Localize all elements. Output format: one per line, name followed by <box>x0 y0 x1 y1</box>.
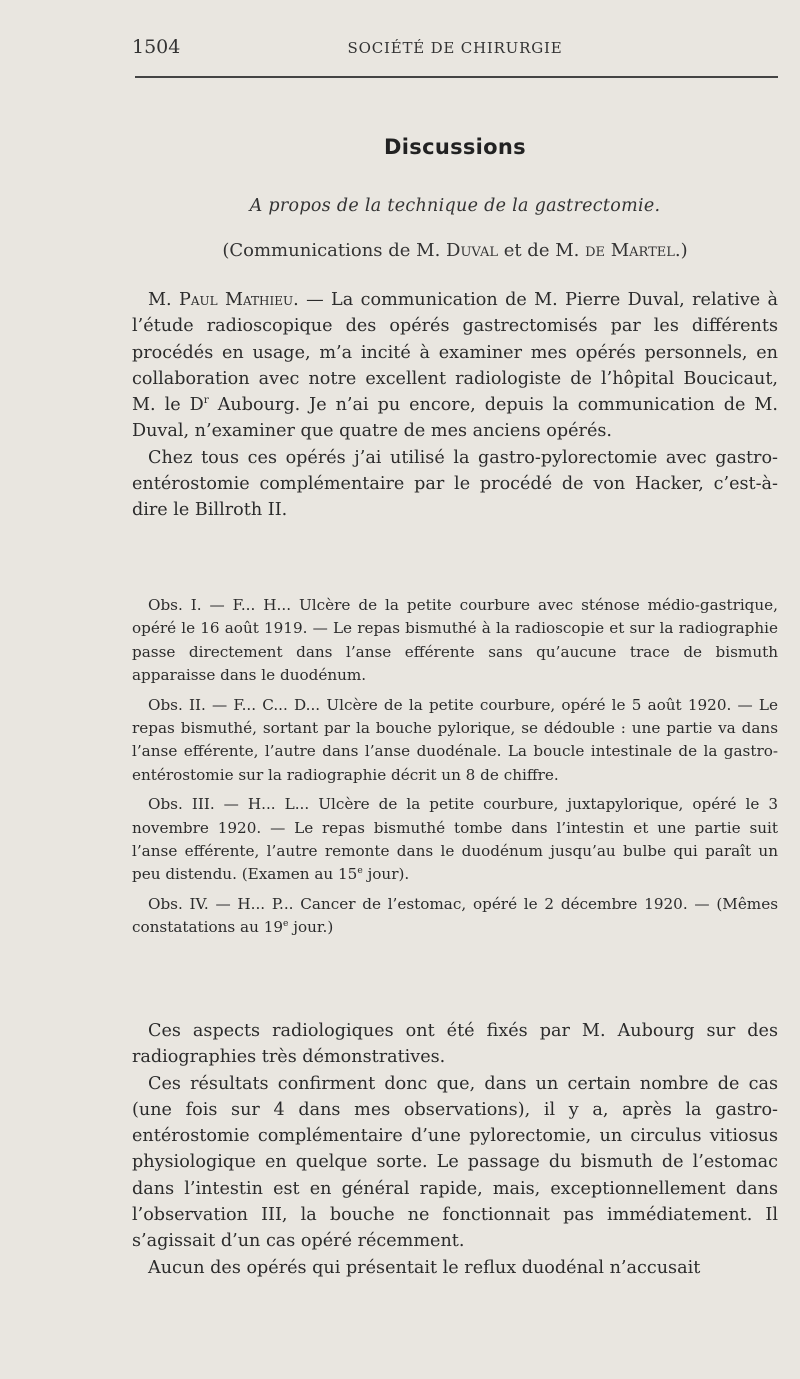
paragraph-3: Ces aspects radiologiques ont été fixés par M. Aubourg sur des radiographies très démonstratives. <box>132 1021 778 1068</box>
observation-4-end: jour.) <box>288 918 334 937</box>
author-duval: Duval <box>446 240 498 261</box>
observation-4-superscript: e <box>283 919 289 930</box>
paragraph-2: Chez tous ces opérés j’ai utilisé la gastro-pylorectomie avec gastro-entérostomie complémentaire par le procédé de von Hacker, c’est-à-dire le Billroth II. <box>132 447 778 521</box>
author-de-martel: de Martel <box>585 240 675 261</box>
speaker-name: Paul Mathieu <box>179 290 294 310</box>
observation-3-end: jour). <box>362 865 410 884</box>
observation-4-text: Obs. IV. — H... P... Cancer de l’estomac, opéré le 2 décembre 1920. — (Mêmes constatations au 19 <box>132 894 778 937</box>
observation-3-superscript: e <box>357 866 363 877</box>
observations-block <box>132 594 778 946</box>
intro-superscript: r <box>203 394 209 407</box>
header-rule <box>135 76 778 78</box>
communications-suffix: .) <box>674 240 688 261</box>
discussion-subtitle: A propos de la technique de la gastrectomie. <box>249 196 661 216</box>
communications-line <box>130 240 780 261</box>
observation-4 <box>132 893 778 940</box>
observation-3-text: Obs. III. — H... L... Ulcère de la petite courbure, juxtapylorique, opéré le 3 novembre 1920. — Le repas bismuthé tombe dans l’intestin et une partie suit l’anse efférente, l’autre remonte dans le duodénum jusqu’au bulbe qui paraît un peu distendu. (Examen au 15 <box>132 795 778 884</box>
paragraph-5: Aucun des opérés qui présentait le reflux duodénal n’accusait <box>148 1257 701 1278</box>
observation-2: Obs. II. — F... C... D... Ulcère de la petite courbure, opéré le 5 août 1920. — Le repas bismuthé, sortant par la bouche pylorique, se dédouble : une partie va dans l’anse efférente, l’autre dans l’anse duodénale. La boucle intestinale de la gastro-entérostomie sur la radiographie décrit un 8 de chiffre. <box>132 695 778 784</box>
main-text-bottom <box>132 1018 778 1281</box>
intro-text: . — La communication de M. Pierre Duval, relative à l’étude radioscopique des opérés gastrectomisés par les différents procédés en usage, m’a incité à examiner mes opérés personnels, en collaboration avec notre excellent radiologiste de l’hôpital Boucicaut, M. le D <box>132 290 778 416</box>
communications-prefix: (Communications de M. <box>222 240 447 261</box>
observation-3 <box>132 793 778 887</box>
speaker-prefix: M. <box>148 290 179 310</box>
page-header <box>132 36 778 60</box>
paragraph-4: Ces résultats confirment donc que, dans un certain nombre de cas (une fois sur 4 dans mes observations), il y a, après la gastro-entérostomie complémentaire d’une pylorectomie, un circulus vitiosus physiologique en quelque sorte. Le passage du bismuth de l’estomac dans l’intestin est en général rapide, mais, exceptionnellement dans l’observation III, la bouche ne fonctionnait pas immédiatement. Il s’agissait d’un cas opéré récemment. <box>132 1073 778 1252</box>
intro-text-continued: Aubourg. Je n’ai pu encore, depuis la communication de M. Duval, n’examiner que quatre de mes anciens opérés. <box>132 395 778 442</box>
observation-1: Obs. I. — F... H... Ulcère de la petite courbure avec sténose médio-gastrique, opéré le 16 août 1919. — Le repas bismuthé à la radioscopie et sur la radiographie passe directement dans l’anse efférente sans qu’aucune trace de bismuth apparaisse dans le duodénum. <box>132 596 778 685</box>
section-heading: Discussions <box>384 135 526 159</box>
running-title: SOCIÉTÉ DE CHIRURGIE <box>347 39 563 57</box>
communications-middle: et de M. <box>497 240 586 261</box>
intro-paragraph <box>132 287 778 445</box>
main-text-top <box>132 287 778 524</box>
page-number: 1504 <box>132 36 181 58</box>
